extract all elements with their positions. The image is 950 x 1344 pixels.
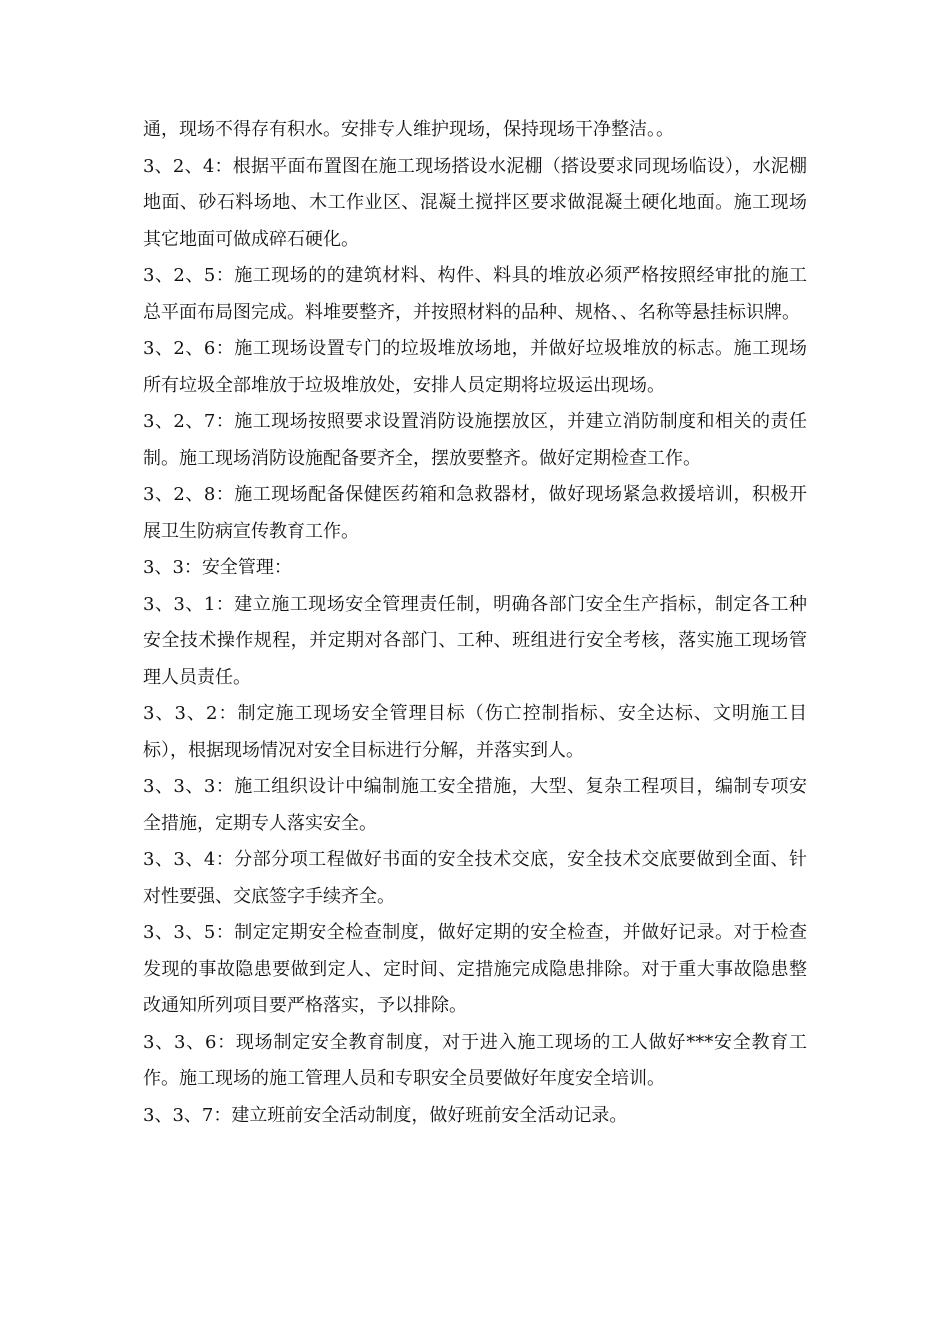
paragraph-3-2-4: 3、2、4：根据平面布置图在施工现场搭设水泥棚（搭设要求同现场临设），水泥棚地面、砂石料场地、木工作业区、混凝土搅拌区要求做混凝土硬化地面。施工现场其它地面可做成碎石硬化。 <box>143 155 807 250</box>
paragraph-3-2-6: 3、2、6：施工现场设置专门的垃圾堆放场地，并做好垃圾堆放的标志。施工现场所有垃圾全部堆放于垃圾堆放处，安排人员定期将垃圾运出现场。 <box>143 338 807 396</box>
paragraph-3-3-1: 3、3、1：建立施工现场安全管理责任制，明确各部门安全生产指标，制定各工种安全技术操作规程，并定期对各部门、工种、班组进行安全考核，落实施工现场管理人员责任。 <box>143 593 807 688</box>
paragraph-3-3-5: 3、3、5：制定定期安全检查制度，做好定期的安全检查，并做好记录。对于检查发现的事故隐患要做到定人、定时间、定措施完成隐患排除。对于重大事故隐患整改通知所列项目要严格落实，予以排除。 <box>143 922 807 1016</box>
paragraph-3-3-4: 3、3、4：分部分项工程做好书面的安全技术交底，安全技术交底要做到全面、针对性要强、交底签字手续齐全。 <box>143 849 807 907</box>
paragraph-3-3-2: 3、3、2：制定施工现场安全管理目标（伤亡控制指标、安全达标、文明施工目标），根据现场情况对安全目标进行分解，并落实到人。 <box>143 703 807 761</box>
paragraph-3-2-5: 3、2、5：施工现场的的建筑材料、构件、料具的堆放必须严格按照经审批的施工总平面布局图完成。料堆要整齐，并按照材料的品种、规格、、名称等悬挂标识牌。 <box>143 265 807 323</box>
section-heading-3-3: 3、3：安全管理： <box>143 557 292 578</box>
paragraph-3-2-8: 3、2、8：施工现场配备保健医药箱和急救器材，做好现场紧急救援培训，积极开展卫生防病宣传教育工作。 <box>143 484 807 542</box>
paragraph-3-3-3: 3、3、3：施工组织设计中编制施工安全措施，大型、复杂工程项目，编制专项安全措施，定期专人落实安全。 <box>143 776 807 834</box>
paragraph-continuation: 通，现场不得存有积水。安排专人维护现场，保持现场干净整洁。。 <box>143 119 674 140</box>
paragraph-3-3-6: 3、3、6：现场制定安全教育制度，对于进入施工现场的工人做好***安全教育工作。施工现场的施工管理人员和专职安全员要做好年度安全培训。 <box>143 1031 807 1089</box>
paragraph-3-2-7: 3、2、7：施工现场按照要求设置消防设施摆放区，并建立消防制度和相关的责任制。施工现场消防设施配备要齐全，摆放要整齐。做好定期检查工作。 <box>143 411 807 469</box>
paragraph-3-3-7: 3、3、7：建立班前安全活动制度，做好班前安全活动记录。 <box>143 1104 628 1126</box>
document-body <box>143 112 807 1134</box>
